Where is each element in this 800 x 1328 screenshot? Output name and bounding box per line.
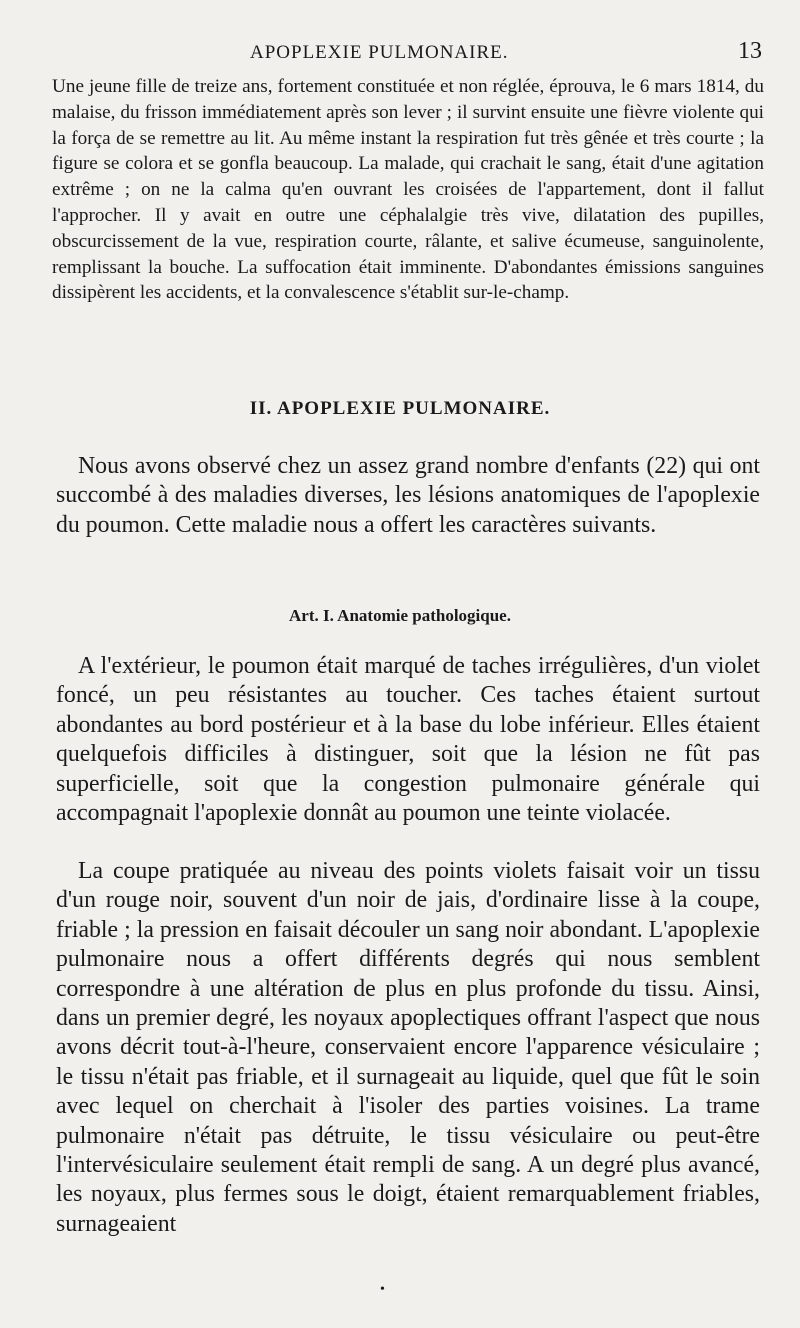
running-title: APOPLEXIE PULMONAIRE. — [250, 42, 509, 63]
footer-ornament: • — [380, 1282, 385, 1297]
page-header — [0, 38, 800, 72]
page-number: 13 — [738, 38, 762, 64]
observation-paragraph: Une jeune fille de treize ans, fortement constituée et non réglée, éprouva, le 6 mars 1814, du malaise, du frisson immédiatement après son lever ; il survint ensuite une fièvre violente qui la força de se remettre au lit. Au même instant la respiration fut très gênée et très courte ; la figure se colora et se gonfla beaucoup. La malade, qui crachait le sang, était d'une agitation extrême ; on ne la calma qu'en ouvrant les croisées de l'appartement, dont il fallut l'approcher. Il y avait en outre une céphalalgie très vive, dilatation des pupilles, obscurcissement de la vue, respiration courte, râlante, et salive écumeuse, sanguinolente, remplissant la bouche. La suffocation était imminente. D'abondantes émissions sanguines dissipèrent les accidents, et la convalescence s'établit sur-le-champ. — [52, 76, 764, 304]
subsection-heading: Art. I. Anatomie pathologique. — [289, 606, 511, 625]
paragraph-section-cut: La coupe pratiquée au niveau des points violets faisait voir un tissu d'un rouge noir, souvent d'un noir de jais, d'ordinaire lisse à la coupe, friable ; la pression en faisait découler un sang noir abondant. L'apoplexie pulmonaire nous a offert différents degrés qui nous semblent correspondre à une altération de plus en plus profonde du tissu. Ainsi, dans un premier degré, les noyaux apoplectiques offrant l'aspect que nous avons décrit tout-à-l'heure, conservaient encore l'apparence vésiculaire ; le tissu n'était pas friable, et il surnageait au liquide, quel que fût le soin avec lequel on cherchait à l'isoler des parties voisines. La trame pulmonaire n'était pas détruite, le tissu vésiculaire ou peut-être l'intervésiculaire seulement était rempli de sang. A un degré plus avancé, les noyaux, plus fermes sous le doigt, étaient remarquablement friables, surnageaient — [56, 858, 760, 1237]
paragraph-exterior: A l'extérieur, le poumon était marqué de taches irrégulières, d'un violet foncé, un peu résistantes au toucher. Ces taches étaient surtout abondantes au bord postérieur et à la base du lobe inférieur. Elles étaient quelquefois difficiles à distinguer, soit que la lésion ne fût pas superficielle, soit que la congestion pulmonaire générale qui accompagnait l'apoplexie donnât au poumon une teinte violacée. — [56, 653, 760, 827]
section-heading: II. APOPLEXIE PULMONAIRE. — [249, 398, 551, 419]
intro-paragraph: Nous avons observé chez un assez grand nombre d'enfants (22) qui ont succombé à des maladies diverses, les lésions anatomiques de l'apoplexie du poumon. Cette maladie nous a offert les caractères suivants. — [56, 453, 760, 538]
